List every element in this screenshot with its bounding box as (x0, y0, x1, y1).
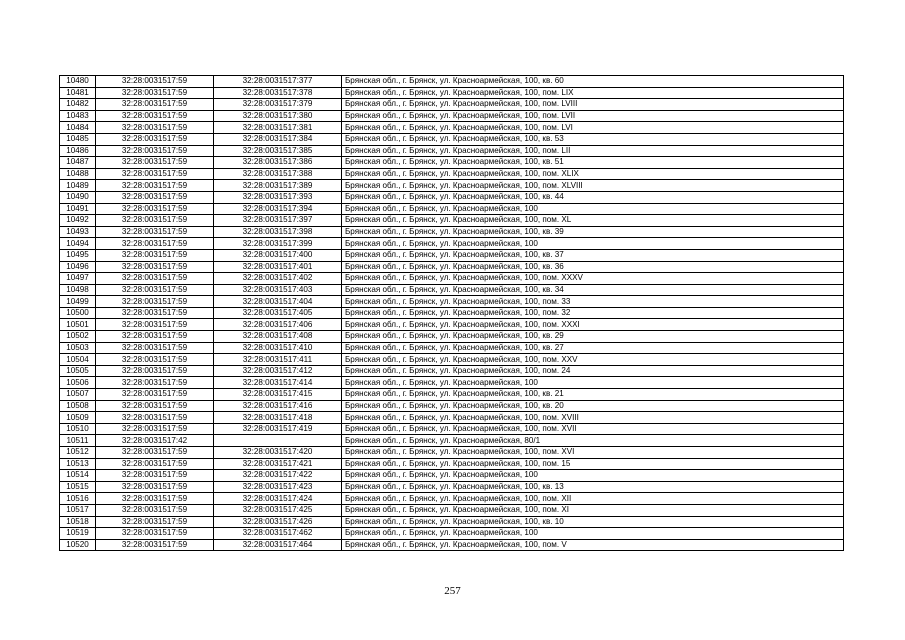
cadastral-number-cell: 32:28:0031517:408 (214, 331, 342, 343)
address-cell: Брянская обл., г. Брянск, ул. Красноармейская, 100, пом. XXV (342, 354, 844, 366)
cadastral-number-cell: 32:28:0031517:414 (214, 377, 342, 389)
address-cell: Брянская обл., г. Брянск, ул. Красноармейская, 80/1 (342, 435, 844, 447)
table-row (60, 191, 844, 203)
parent-cadastral-number-cell: 32:28:0031517:59 (96, 307, 214, 319)
table-row (60, 215, 844, 227)
row-number-cell: 10509 (60, 412, 96, 424)
row-number-cell: 10500 (60, 307, 96, 319)
address-cell: Брянская обл., г. Брянск, ул. Красноармейская, 100, пом. XVIII (342, 412, 844, 424)
address-cell: Брянская обл., г. Брянск, ул. Красноармейская, 100, пом. XI (342, 504, 844, 516)
parent-cadastral-number-cell: 32:28:0031517:59 (96, 447, 214, 459)
address-cell: Брянская обл., г. Брянск, ул. Красноармейская, 100, пом. XL (342, 215, 844, 227)
row-number-cell: 10504 (60, 354, 96, 366)
table-body (60, 76, 844, 551)
cadastral-number-cell: 32:28:0031517:400 (214, 249, 342, 261)
address-cell: Брянская обл., г. Брянск, ул. Красноармейская, 100, пом. 24 (342, 365, 844, 377)
cadastral-number-cell: 32:28:0031517:415 (214, 389, 342, 401)
parent-cadastral-number-cell: 32:28:0031517:59 (96, 226, 214, 238)
address-cell: Брянская обл., г. Брянск, ул. Красноармейская, 100 (342, 377, 844, 389)
cadastral-number-cell: 32:28:0031517:388 (214, 168, 342, 180)
row-number-cell: 10483 (60, 110, 96, 122)
address-cell: Брянская обл., г. Брянск, ул. Красноармейская, 100 (342, 470, 844, 482)
table-row (60, 273, 844, 285)
table-row (60, 133, 844, 145)
parent-cadastral-number-cell: 32:28:0031517:59 (96, 99, 214, 111)
cadastral-number-cell: 32:28:0031517:425 (214, 504, 342, 516)
cadastral-number-cell: 32:28:0031517:412 (214, 365, 342, 377)
parent-cadastral-number-cell: 32:28:0031517:59 (96, 76, 214, 88)
row-number-cell: 10486 (60, 145, 96, 157)
address-cell: Брянская обл., г. Брянск, ул. Красноармейская, 100, пом. LVI (342, 122, 844, 134)
address-cell: Брянская обл., г. Брянск, ул. Красноармейская, 100, пом. XVII (342, 423, 844, 435)
row-number-cell: 10480 (60, 76, 96, 88)
address-cell: Брянская обл., г. Брянск, ул. Красноармейская, 100, пом. 33 (342, 296, 844, 308)
row-number-cell: 10498 (60, 284, 96, 296)
cadastral-number-cell: 32:28:0031517:379 (214, 99, 342, 111)
parent-cadastral-number-cell: 32:28:0031517:59 (96, 528, 214, 540)
parent-cadastral-number-cell: 32:28:0031517:59 (96, 342, 214, 354)
table-row (60, 342, 844, 354)
parent-cadastral-number-cell: 32:28:0031517:59 (96, 504, 214, 516)
table-row (60, 319, 844, 331)
row-number-cell: 10501 (60, 319, 96, 331)
cadastral-number-cell: 32:28:0031517:421 (214, 458, 342, 470)
row-number-cell: 10497 (60, 273, 96, 285)
address-cell: Брянская обл., г. Брянск, ул. Красноармейская, 100, кв. 36 (342, 261, 844, 273)
address-cell: Брянская обл., г. Брянск, ул. Красноармейская, 100, кв. 10 (342, 516, 844, 528)
parent-cadastral-number-cell: 32:28:0031517:59 (96, 157, 214, 169)
parent-cadastral-number-cell: 32:28:0031517:59 (96, 539, 214, 551)
table-row (60, 389, 844, 401)
address-cell: Брянская обл., г. Брянск, ул. Красноармейская, 100, пом. XII (342, 493, 844, 505)
property-register-table (59, 75, 844, 551)
table-row (60, 423, 844, 435)
cadastral-number-cell: 32:28:0031517:398 (214, 226, 342, 238)
cadastral-number-cell: 32:28:0031517:397 (214, 215, 342, 227)
table-row (60, 539, 844, 551)
row-number-cell: 10490 (60, 191, 96, 203)
cadastral-number-cell: 32:28:0031517:464 (214, 539, 342, 551)
table-row (60, 99, 844, 111)
parent-cadastral-number-cell: 32:28:0031517:59 (96, 331, 214, 343)
row-number-cell: 10505 (60, 365, 96, 377)
address-cell: Брянская обл., г. Брянск, ул. Красноармейская, 100, кв. 34 (342, 284, 844, 296)
parent-cadastral-number-cell: 32:28:0031517:59 (96, 249, 214, 261)
row-number-cell: 10512 (60, 447, 96, 459)
address-cell: Брянская обл., г. Брянск, ул. Красноармейская, 100, пом. LII (342, 145, 844, 157)
parent-cadastral-number-cell: 32:28:0031517:59 (96, 493, 214, 505)
cadastral-number-cell: 32:28:0031517:404 (214, 296, 342, 308)
address-cell: Брянская обл., г. Брянск, ул. Красноармейская, 100, пом. XLVIII (342, 180, 844, 192)
table-row (60, 435, 844, 447)
table-row (60, 157, 844, 169)
table-row (60, 400, 844, 412)
cadastral-number-cell: 32:28:0031517:462 (214, 528, 342, 540)
parent-cadastral-number-cell: 32:28:0031517:59 (96, 87, 214, 99)
cadastral-number-cell: 32:28:0031517:403 (214, 284, 342, 296)
row-number-cell: 10508 (60, 400, 96, 412)
parent-cadastral-number-cell: 32:28:0031517:59 (96, 215, 214, 227)
table-row (60, 307, 844, 319)
parent-cadastral-number-cell: 32:28:0031517:59 (96, 133, 214, 145)
row-number-cell: 10520 (60, 539, 96, 551)
row-number-cell: 10516 (60, 493, 96, 505)
row-number-cell: 10482 (60, 99, 96, 111)
parent-cadastral-number-cell: 32:28:0031517:59 (96, 365, 214, 377)
address-cell: Брянская обл., г. Брянск, ул. Красноармейская, 100, пом. XLIX (342, 168, 844, 180)
table-row (60, 180, 844, 192)
row-number-cell: 10492 (60, 215, 96, 227)
parent-cadastral-number-cell: 32:28:0031517:59 (96, 481, 214, 493)
row-number-cell: 10493 (60, 226, 96, 238)
row-number-cell: 10485 (60, 133, 96, 145)
parent-cadastral-number-cell: 32:28:0031517:59 (96, 423, 214, 435)
row-number-cell: 10502 (60, 331, 96, 343)
address-cell: Брянская обл., г. Брянск, ул. Красноармейская, 100, пом. XXXI (342, 319, 844, 331)
parent-cadastral-number-cell: 32:28:0031517:59 (96, 354, 214, 366)
parent-cadastral-number-cell: 32:28:0031517:59 (96, 412, 214, 424)
table-row (60, 168, 844, 180)
row-number-cell: 10496 (60, 261, 96, 273)
cadastral-number-cell: 32:28:0031517:394 (214, 203, 342, 215)
parent-cadastral-number-cell: 32:28:0031517:59 (96, 284, 214, 296)
row-number-cell: 10488 (60, 168, 96, 180)
row-number-cell: 10515 (60, 481, 96, 493)
parent-cadastral-number-cell: 32:28:0031517:59 (96, 180, 214, 192)
parent-cadastral-number-cell: 32:28:0031517:59 (96, 261, 214, 273)
address-cell: Брянская обл., г. Брянск, ул. Красноармейская, 100, кв. 20 (342, 400, 844, 412)
row-number-cell: 10506 (60, 377, 96, 389)
address-cell: Брянская обл., г. Брянск, ул. Красноармейская, 100 (342, 238, 844, 250)
address-cell: Брянская обл., г. Брянск, ул. Красноармейская, 100, кв. 21 (342, 389, 844, 401)
table-row (60, 470, 844, 482)
address-cell: Брянская обл., г. Брянск, ул. Красноармейская, 100 (342, 203, 844, 215)
table-row (60, 296, 844, 308)
cadastral-number-cell: 32:28:0031517:418 (214, 412, 342, 424)
parent-cadastral-number-cell: 32:28:0031517:59 (96, 319, 214, 331)
row-number-cell: 10487 (60, 157, 96, 169)
table-row (60, 528, 844, 540)
row-number-cell: 10484 (60, 122, 96, 134)
table-row (60, 226, 844, 238)
cadastral-number-cell: 32:28:0031517:405 (214, 307, 342, 319)
table-row (60, 365, 844, 377)
address-cell: Брянская обл., г. Брянск, ул. Красноармейская, 100, пом. 32 (342, 307, 844, 319)
table-row (60, 493, 844, 505)
address-cell: Брянская обл., г. Брянск, ул. Красноармейская, 100, пом. XXXV (342, 273, 844, 285)
table-row (60, 412, 844, 424)
row-number-cell: 10518 (60, 516, 96, 528)
address-cell: Брянская обл., г. Брянск, ул. Красноармейская, 100, кв. 13 (342, 481, 844, 493)
address-cell: Брянская обл., г. Брянск, ул. Красноармейская, 100, пом. 15 (342, 458, 844, 470)
parent-cadastral-number-cell: 32:28:0031517:59 (96, 168, 214, 180)
row-number-cell: 10517 (60, 504, 96, 516)
cadastral-number-cell: 32:28:0031517:402 (214, 273, 342, 285)
address-cell: Брянская обл., г. Брянск, ул. Красноармейская, 100, кв. 37 (342, 249, 844, 261)
row-number-cell: 10503 (60, 342, 96, 354)
parent-cadastral-number-cell: 32:28:0031517:42 (96, 435, 214, 447)
cadastral-number-cell: 32:28:0031517:410 (214, 342, 342, 354)
parent-cadastral-number-cell: 32:28:0031517:59 (96, 377, 214, 389)
cadastral-number-cell: 32:28:0031517:380 (214, 110, 342, 122)
row-number-cell: 10514 (60, 470, 96, 482)
cadastral-number-cell: 32:28:0031517:426 (214, 516, 342, 528)
parent-cadastral-number-cell: 32:28:0031517:59 (96, 296, 214, 308)
table-row (60, 87, 844, 99)
parent-cadastral-number-cell: 32:28:0031517:59 (96, 273, 214, 285)
table-row (60, 447, 844, 459)
address-cell: Брянская обл., г. Брянск, ул. Красноармейская, 100, пом. LVIII (342, 99, 844, 111)
address-cell: Брянская обл., г. Брянск, ул. Красноармейская, 100, кв. 51 (342, 157, 844, 169)
parent-cadastral-number-cell: 32:28:0031517:59 (96, 400, 214, 412)
row-number-cell: 10495 (60, 249, 96, 261)
parent-cadastral-number-cell: 32:28:0031517:59 (96, 191, 214, 203)
address-cell: Брянская обл., г. Брянск, ул. Красноармейская, 100, кв. 53 (342, 133, 844, 145)
cadastral-number-cell: 32:28:0031517:423 (214, 481, 342, 493)
row-number-cell: 10499 (60, 296, 96, 308)
cadastral-number-cell: 32:28:0031517:384 (214, 133, 342, 145)
parent-cadastral-number-cell: 32:28:0031517:59 (96, 389, 214, 401)
table-row (60, 238, 844, 250)
row-number-cell: 10507 (60, 389, 96, 401)
address-cell: Брянская обл., г. Брянск, ул. Красноармейская, 100, кв. 27 (342, 342, 844, 354)
row-number-cell: 10513 (60, 458, 96, 470)
table-row (60, 261, 844, 273)
table-row (60, 76, 844, 88)
parent-cadastral-number-cell: 32:28:0031517:59 (96, 145, 214, 157)
address-cell: Брянская обл., г. Брянск, ул. Красноармейская, 100, пом. LVII (342, 110, 844, 122)
address-cell: Брянская обл., г. Брянск, ул. Красноармейская, 100, кв. 29 (342, 331, 844, 343)
cadastral-number-cell: 32:28:0031517:424 (214, 493, 342, 505)
table-row (60, 481, 844, 493)
cadastral-number-cell: 32:28:0031517:386 (214, 157, 342, 169)
table-row (60, 504, 844, 516)
address-cell: Брянская обл., г. Брянск, ул. Красноармейская, 100, кв. 44 (342, 191, 844, 203)
cadastral-number-cell: 32:28:0031517:399 (214, 238, 342, 250)
row-number-cell: 10519 (60, 528, 96, 540)
parent-cadastral-number-cell: 32:28:0031517:59 (96, 122, 214, 134)
row-number-cell: 10510 (60, 423, 96, 435)
row-number-cell: 10511 (60, 435, 96, 447)
parent-cadastral-number-cell: 32:28:0031517:59 (96, 110, 214, 122)
parent-cadastral-number-cell: 32:28:0031517:59 (96, 458, 214, 470)
table-row (60, 110, 844, 122)
cadastral-number-cell: 32:28:0031517:419 (214, 423, 342, 435)
table-row (60, 377, 844, 389)
table-row (60, 203, 844, 215)
cadastral-number-cell: 32:28:0031517:393 (214, 191, 342, 203)
table-row (60, 249, 844, 261)
cadastral-number-cell (214, 435, 342, 447)
row-number-cell: 10491 (60, 203, 96, 215)
page-number: 257 (444, 585, 461, 597)
cadastral-number-cell: 32:28:0031517:416 (214, 400, 342, 412)
cadastral-number-cell: 32:28:0031517:411 (214, 354, 342, 366)
parent-cadastral-number-cell: 32:28:0031517:59 (96, 516, 214, 528)
cadastral-number-cell: 32:28:0031517:381 (214, 122, 342, 134)
parent-cadastral-number-cell: 32:28:0031517:59 (96, 238, 214, 250)
parent-cadastral-number-cell: 32:28:0031517:59 (96, 470, 214, 482)
table-row (60, 145, 844, 157)
cadastral-number-cell: 32:28:0031517:422 (214, 470, 342, 482)
table-row (60, 284, 844, 296)
address-cell: Брянская обл., г. Брянск, ул. Красноармейская, 100, кв. 60 (342, 76, 844, 88)
row-number-cell: 10494 (60, 238, 96, 250)
cadastral-number-cell: 32:28:0031517:401 (214, 261, 342, 273)
table-row (60, 516, 844, 528)
row-number-cell: 10481 (60, 87, 96, 99)
table-row (60, 122, 844, 134)
address-cell: Брянская обл., г. Брянск, ул. Красноармейская, 100, пом. XVI (342, 447, 844, 459)
cadastral-number-cell: 32:28:0031517:389 (214, 180, 342, 192)
table-row (60, 331, 844, 343)
parent-cadastral-number-cell: 32:28:0031517:59 (96, 203, 214, 215)
table-row (60, 354, 844, 366)
address-cell: Брянская обл., г. Брянск, ул. Красноармейская, 100, кв. 39 (342, 226, 844, 238)
cadastral-number-cell: 32:28:0031517:406 (214, 319, 342, 331)
address-cell: Брянская обл., г. Брянск, ул. Красноармейская, 100 (342, 528, 844, 540)
cadastral-number-cell: 32:28:0031517:420 (214, 447, 342, 459)
cadastral-number-cell: 32:28:0031517:378 (214, 87, 342, 99)
address-cell: Брянская обл., г. Брянск, ул. Красноармейская, 100, пом. LIX (342, 87, 844, 99)
cadastral-number-cell: 32:28:0031517:385 (214, 145, 342, 157)
row-number-cell: 10489 (60, 180, 96, 192)
table-row (60, 458, 844, 470)
cadastral-number-cell: 32:28:0031517:377 (214, 76, 342, 88)
address-cell: Брянская обл., г. Брянск, ул. Красноармейская, 100, пом. V (342, 539, 844, 551)
